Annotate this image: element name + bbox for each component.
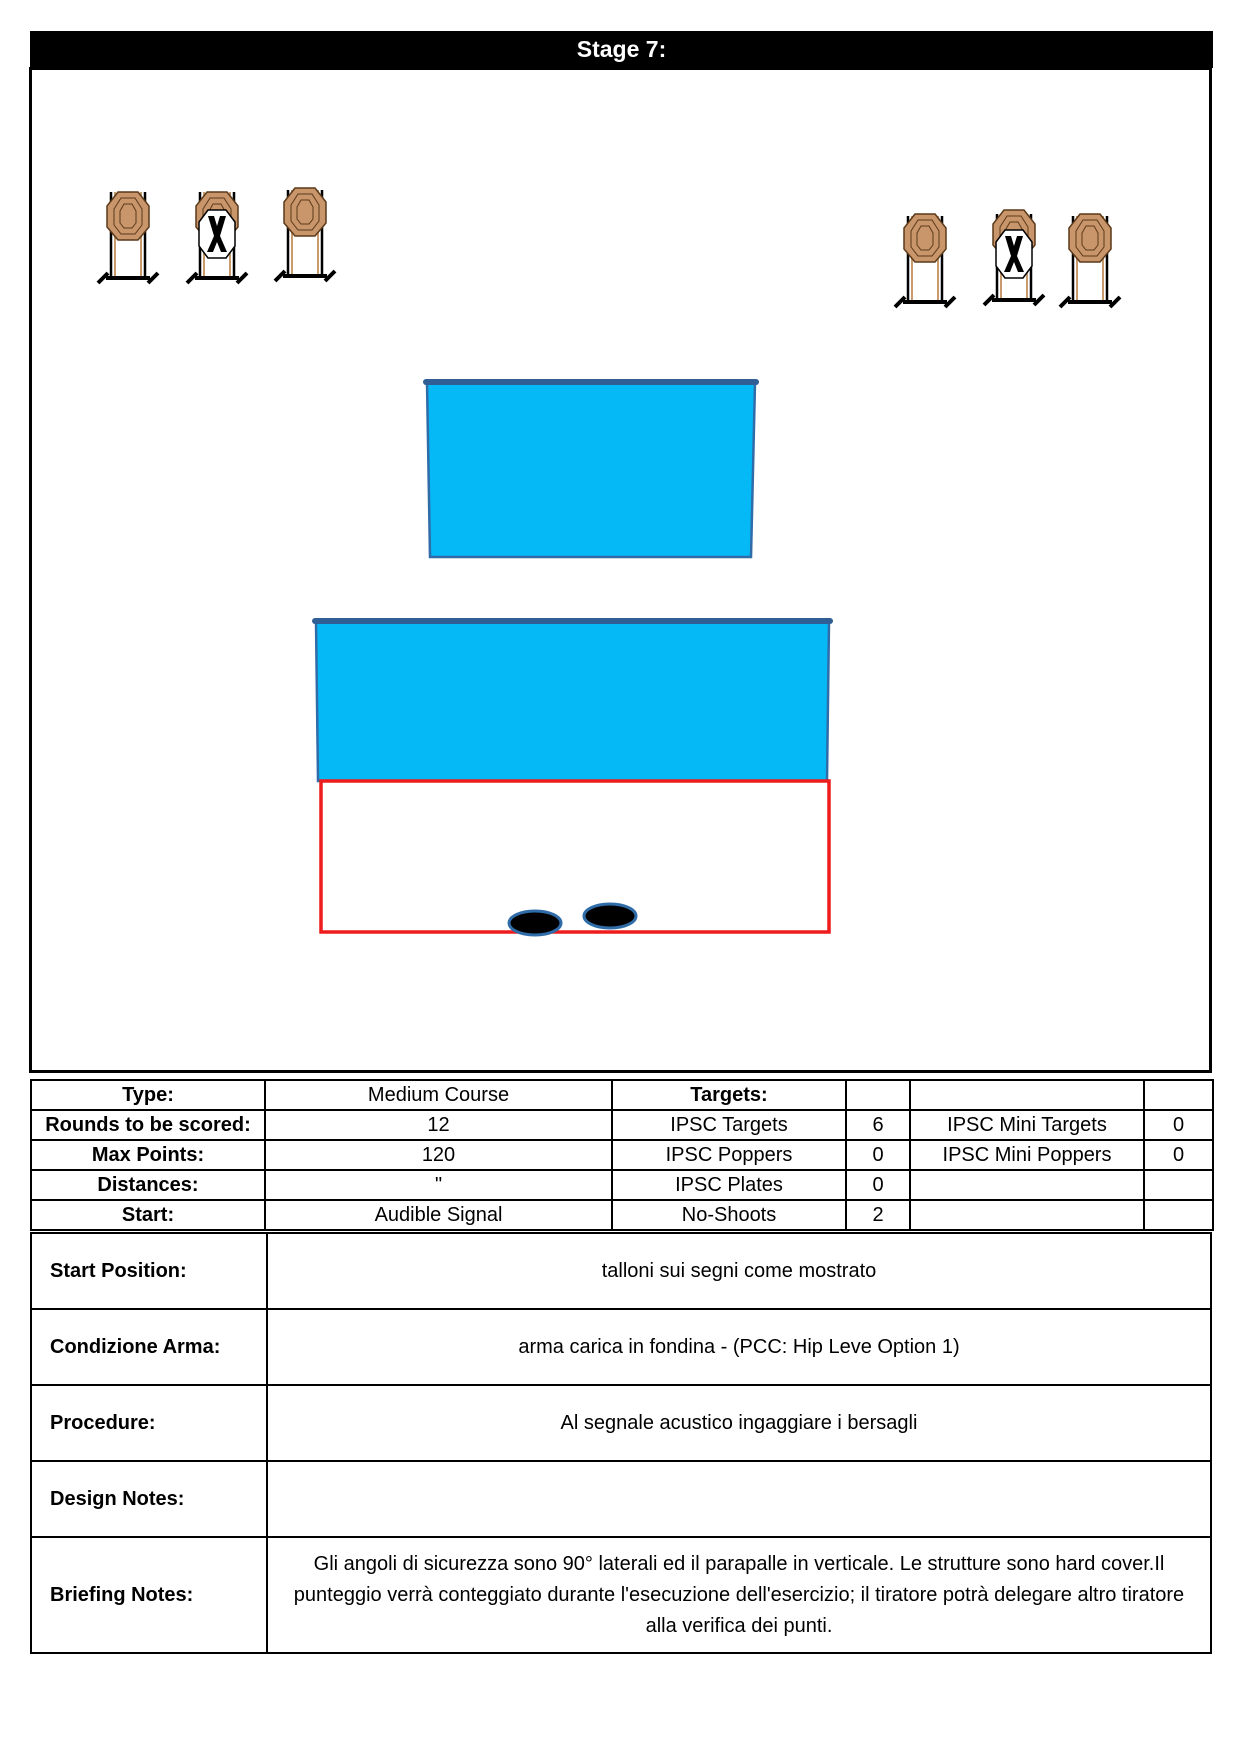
- type-value: Medium Course: [265, 1080, 612, 1110]
- ipsc-targets-value: 6: [846, 1110, 910, 1140]
- ipsc-plates-value: 0: [846, 1170, 910, 1200]
- notes-row-condizione: [31, 1309, 1211, 1385]
- empty-cell: [1144, 1170, 1213, 1200]
- procedure-label: Procedure:: [31, 1385, 267, 1461]
- start-value: Audible Signal: [265, 1200, 612, 1230]
- target-left-3: [275, 188, 335, 281]
- mini-poppers-value: 0: [1144, 1140, 1213, 1170]
- briefing-notes-value: Gli angoli di sicurezza sono 90° laterali ed il parapalle in verticale. Le strutture sono hard cover.Il punteggio verrà conteggiato durante l'esecuzione dell'esercizio; il tiratore potrà delegare altro tiratore alla verifica dei punti.: [267, 1537, 1211, 1653]
- start-label: Start:: [31, 1200, 265, 1230]
- info-row-type: [31, 1080, 1213, 1110]
- targets-label: Targets:: [612, 1080, 846, 1110]
- shooting-area-fault-line: [321, 781, 829, 932]
- notes-row-procedure: [31, 1385, 1211, 1461]
- empty-cell: [1144, 1200, 1213, 1230]
- noshoots-value: 2: [846, 1200, 910, 1230]
- notes-row-briefing: [31, 1537, 1211, 1653]
- maxpoints-label: Max Points:: [31, 1140, 265, 1170]
- mini-targets-value: 0: [1144, 1110, 1213, 1140]
- ipsc-targets-label: IPSC Targets: [612, 1110, 846, 1140]
- start-position-label: Start Position:: [31, 1233, 267, 1309]
- stage-info-table: [30, 1079, 1214, 1231]
- ipsc-poppers-value: 0: [846, 1140, 910, 1170]
- start-position-mark-right: [584, 904, 636, 928]
- target-right-3: [1060, 214, 1120, 307]
- rounds-label: Rounds to be scored:: [31, 1110, 265, 1140]
- stage-title: Stage 7:: [30, 31, 1213, 68]
- briefing-notes-label: Briefing Notes:: [31, 1537, 267, 1653]
- distances-label: Distances:: [31, 1170, 265, 1200]
- no-shoot-left: [199, 210, 235, 258]
- design-notes-value: [267, 1461, 1211, 1537]
- ipsc-poppers-label: IPSC Poppers: [612, 1140, 846, 1170]
- notes-row-design: [31, 1461, 1211, 1537]
- empty-cell: [846, 1080, 910, 1110]
- mini-targets-label: IPSC Mini Targets: [910, 1110, 1144, 1140]
- notes-row-start-position: [31, 1233, 1211, 1309]
- barrier-wall-upper: [426, 382, 756, 557]
- rounds-value: 12: [265, 1110, 612, 1140]
- procedure-value: Al segnale acustico ingaggiare i bersagli: [267, 1385, 1211, 1461]
- stage-diagram: [29, 67, 1212, 1073]
- target-left-1: [98, 192, 158, 283]
- stage-diagram-svg: [32, 70, 1209, 1070]
- info-row-maxpoints: [31, 1140, 1213, 1170]
- empty-cell: [1144, 1080, 1213, 1110]
- type-label: Type:: [31, 1080, 265, 1110]
- right-target-group: [895, 210, 1120, 307]
- info-row-distances: [31, 1170, 1213, 1200]
- empty-cell: [910, 1170, 1144, 1200]
- maxpoints-value: 120: [265, 1140, 612, 1170]
- info-row-start: [31, 1200, 1213, 1230]
- ipsc-plates-label: IPSC Plates: [612, 1170, 846, 1200]
- left-target-group: [98, 188, 335, 283]
- noshoots-label: No-Shoots: [612, 1200, 846, 1230]
- start-position-mark-left: [509, 911, 561, 935]
- info-row-rounds: [31, 1110, 1213, 1140]
- target-right-2: [984, 210, 1044, 305]
- no-shoot-right: [996, 230, 1032, 278]
- mini-poppers-label: IPSC Mini Poppers: [910, 1140, 1144, 1170]
- empty-cell: [910, 1200, 1144, 1230]
- barrier-wall-lower: [315, 621, 830, 781]
- design-notes-label: Design Notes:: [31, 1461, 267, 1537]
- empty-cell: [910, 1080, 1144, 1110]
- target-right-1: [895, 214, 955, 307]
- target-left-2: [187, 192, 247, 283]
- condizione-arma-label: Condizione Arma:: [31, 1309, 267, 1385]
- distances-value: ": [265, 1170, 612, 1200]
- stage-notes-table: [30, 1232, 1212, 1654]
- start-position-value: talloni sui segni come mostrato: [267, 1233, 1211, 1309]
- condizione-arma-value: arma carica in fondina - (PCC: Hip Leve Option 1): [267, 1309, 1211, 1385]
